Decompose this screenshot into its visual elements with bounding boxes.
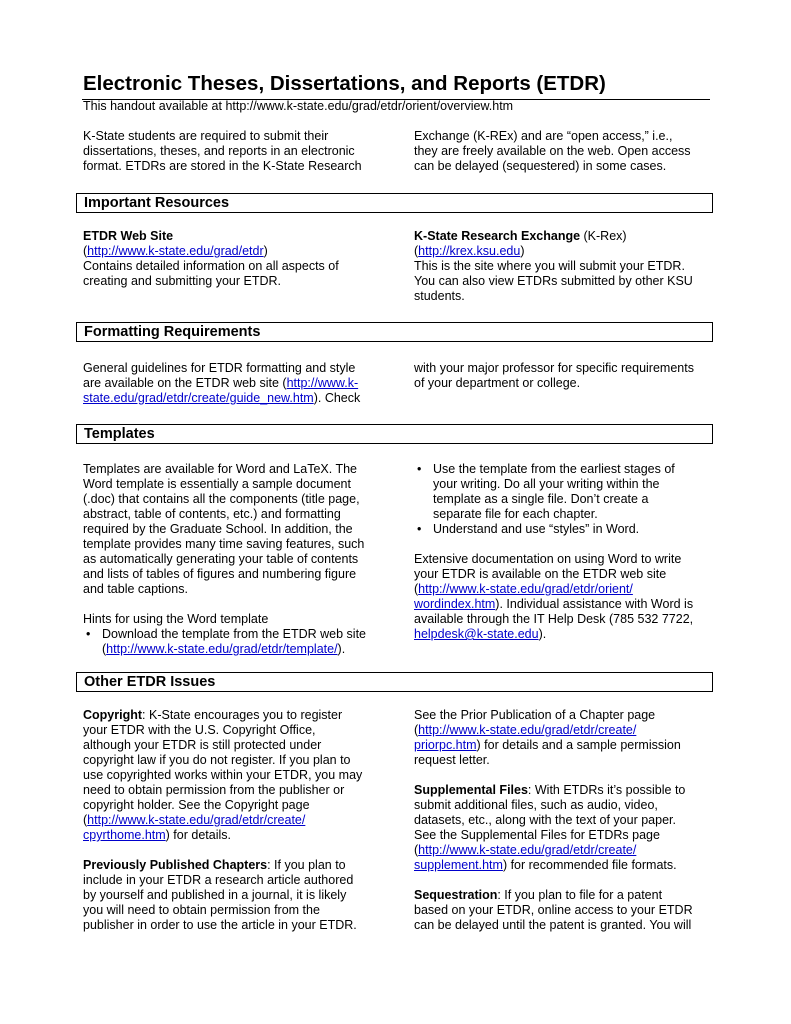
copyright-text: use copyrighted works within your ETDR, you may xyxy=(83,768,363,782)
copyright-text: your ETDR with the U.S. Copyright Office, xyxy=(83,723,316,737)
intro-line: format. ETDRs are stored in the K-State Research xyxy=(83,159,362,173)
formatting-right xyxy=(414,361,714,391)
bullet-text: your writing. Do all your writing within the xyxy=(433,477,660,491)
other-left: Copyright: K-State encourages you to register your ETDR with the U.S. Copyright Office, although your ETDR is still protected under copyright law if you do not register. If you plan to use copyrighted works within your ETDR, you may need to obtain permission from the publisher or copyright holder. See the Copyright page (http://www.k-state.edu/grad/etdr/create/ cpyrthome.htm) for details. Previously Published Chapters: If you plan to include in your ETDR a research article authored by yourself and published in a journal, it is likely you will need to obtain permission from the publisher in order to use the article in your ETDR. xyxy=(83,708,383,933)
templates-line: required by the Graduate School. In addition, the xyxy=(83,522,353,536)
copyright-text: : K-State encourages you to register xyxy=(142,708,343,722)
prior-text: request letter. xyxy=(414,753,490,767)
list-item xyxy=(414,522,714,537)
sequestration-text: : If you plan to file for a patent xyxy=(497,888,663,902)
templates-line: Templates are available for Word and LaTeX. The xyxy=(83,462,357,476)
bullet-text: ). xyxy=(337,642,346,656)
copyright-text: although your ETDR is still protected under xyxy=(83,738,322,752)
section-title: Other ETDR Issues xyxy=(84,674,216,690)
templates-right: • Use the template from the earliest stages of your writing. Do all your writing within the template as a single file. Don’t create a separate file for each chapter. • Understand and use “styles” in Word. Extensive documentation on using Word to write your ETDR is available on the ETDR web site (http://www.k-state.edu/grad/etdr/orient/ wordindex.htm). Individual assistance with Word is available through the IT Help Desk (785 532 7722, helpdesk@k-state.edu). xyxy=(414,462,714,642)
section-header-other xyxy=(76,672,713,692)
formatting-line: General guidelines for ETDR formatting and style xyxy=(83,361,356,375)
resource-desc: creating and submitting your ETDR. xyxy=(83,274,282,288)
resource-title: ETDR Web Site xyxy=(83,229,174,243)
formatting-left xyxy=(83,361,383,406)
templates-line: (.doc) that contains all the components (title page, xyxy=(83,492,360,506)
intro-line: K-State students are required to submit their xyxy=(83,129,329,143)
templates-line: Word template is essentially a sample document xyxy=(83,477,351,491)
resource-desc: students. xyxy=(414,289,465,303)
page-subtitle: This handout available at http://www.k-state.edu/grad/etdr/orient/overview.htm xyxy=(83,99,514,113)
krex-link[interactable]: http://krex.ksu.edu xyxy=(418,244,521,258)
doc-line: your ETDR is available on the ETDR web site xyxy=(414,567,667,581)
formatting-line: of your department or college. xyxy=(414,376,581,390)
formatting-line: are available on the ETDR web site ( xyxy=(83,376,287,390)
formatting-line: ). Check xyxy=(313,391,361,405)
doc-line: ). Individual assistance with Word is xyxy=(495,597,694,611)
resource-title: K-State Research Exchange xyxy=(414,229,581,243)
bullet-text: separate file for each chapter. xyxy=(433,507,598,521)
other-right: See the Prior Publication of a Chapter page (http://www.k-state.edu/grad/etdr/create/ priorpc.htm) for details and a sample permission request letter. Supplemental Files: With ETDRs it’s possible to submit additional files, such as audio, video, datasets, etc., along with the text of your paper. See the Supplemental Files for ETDRs page (http://www.k-state.edu/grad/etdr/create/ supplement.htm) for recommended file formats. Sequestration: If you plan to file for a patent based on your ETDR, online access to your ETDR can be delayed until the patent is granted. You will xyxy=(414,708,714,933)
prior-text: See the Prior Publication of a Chapter page xyxy=(414,708,656,722)
prev-published-label: Previously Published Chapters xyxy=(83,858,268,872)
prev-published-text: include in your ETDR a research article authored xyxy=(83,873,354,887)
section-title: Important Resources xyxy=(84,195,230,211)
bullet-text: Use the template from the earliest stages of xyxy=(433,462,675,476)
intro-line: can be delayed (sequestered) in some cases. xyxy=(414,159,667,173)
doc-line: Extensive documentation on using Word to write xyxy=(414,552,682,566)
formatting-line: with your major professor for specific requirements xyxy=(414,361,694,375)
intro-line: Exchange (K-REx) and are “open access,” i.e., xyxy=(414,129,673,143)
resource-title-suffix: (K-Rex) xyxy=(580,229,627,243)
resource-etdr-site: ETDR Web Site (http://www.k-state.edu/grad/etdr) Contains detailed information on all aspects of creating and submitting your ETDR. xyxy=(83,229,383,289)
copyright-text: ) for details. xyxy=(165,828,231,842)
bullet-icon: • xyxy=(417,522,422,536)
supplemental-text: See the Supplemental Files for ETDRs page xyxy=(414,828,660,842)
supplemental-text: datasets, etc., along with the text of your paper. xyxy=(414,813,676,827)
guide-link-part1[interactable]: http://www.k- xyxy=(286,376,359,390)
page-title: Electronic Theses, Dissertations, and Reports (ETDR) xyxy=(83,72,606,95)
guide-link-part2[interactable]: state.edu/grad/etdr/create/guide_new.htm xyxy=(83,391,314,405)
prev-published-text: : If you plan to xyxy=(267,858,346,872)
bullet-text: template as a single file. Don’t create a xyxy=(433,492,649,506)
priorpc-link-part1[interactable]: http://www.k-state.edu/grad/etdr/create/ xyxy=(418,723,637,737)
section-header-resources xyxy=(76,193,713,213)
supplemental-text: ) for recommended file formats. xyxy=(502,858,677,872)
intro-line: dissertations, theses, and reports in an electronic xyxy=(83,144,355,158)
hints-heading: Hints for using the Word template xyxy=(83,612,269,626)
intro-left xyxy=(83,129,383,174)
doc-line: available through the IT Help Desk (785 532 7722, xyxy=(414,612,694,626)
copyright-text: copyright holder. See the Copyright page xyxy=(83,798,310,812)
copyright-label: Copyright xyxy=(83,708,143,722)
bullet-icon: • xyxy=(86,627,91,641)
helpdesk-email-link[interactable]: helpdesk@k-state.edu xyxy=(414,627,539,641)
section-header-templates xyxy=(76,424,713,444)
template-link[interactable]: http://www.k-state.edu/grad/etdr/template/ xyxy=(106,642,338,656)
resource-desc: This is the site where you will submit your ETDR. xyxy=(414,259,685,273)
sequestration-text: can be delayed until the patent is granted. You will xyxy=(414,918,692,932)
wordindex-link-part2[interactable]: wordindex.htm xyxy=(414,597,496,611)
copyright-link-part1[interactable]: http://www.k-state.edu/grad/etdr/create/ xyxy=(87,813,306,827)
section-header-formatting xyxy=(76,322,713,342)
supplemental-text: : With ETDRs it’s possible to xyxy=(527,783,686,797)
section-title: Templates xyxy=(84,426,155,442)
wordindex-link-part1[interactable]: http://www.k-state.edu/grad/etdr/orient/ xyxy=(418,582,633,596)
copyright-text: copyright law if you do not register. If you plan to xyxy=(83,753,351,767)
intro-line: they are freely available on the web. Open access xyxy=(414,144,691,158)
prev-published-text: by yourself and published in a journal, it is likely xyxy=(83,888,347,902)
intro-right xyxy=(414,129,714,174)
bullet-text: Download the template from the ETDR web site xyxy=(102,627,367,641)
supplemental-label: Supplemental Files xyxy=(414,783,528,797)
list-item xyxy=(414,462,714,522)
bullet-text: Understand and use “styles” in Word. xyxy=(433,522,640,536)
templates-line: abstract, table of contents, etc.) and formatting xyxy=(83,507,341,521)
copyright-text: need to obtain permission from the publisher or xyxy=(83,783,345,797)
sequestration-text: based on your ETDR, online access to your ETDR xyxy=(414,903,693,917)
list-item: • Download the template from the ETDR web site (http://www.k-state.edu/grad/etdr/template/). xyxy=(83,627,383,657)
doc-line: ). xyxy=(538,627,547,641)
etdr-site-link[interactable]: http://www.k-state.edu/grad/etdr xyxy=(87,244,264,258)
templates-line: and lists of tables of figures and numbering figure xyxy=(83,567,357,581)
templates-left xyxy=(83,462,383,657)
prev-published-text: you will need to obtain permission from the xyxy=(83,903,320,917)
templates-line: as automatically generating your table of contents xyxy=(83,552,359,566)
bullet-icon: • xyxy=(417,462,422,476)
templates-line: and table captions. xyxy=(83,582,188,596)
copyright-link-part2[interactable]: cpyrthome.htm xyxy=(83,828,166,842)
sequestration-label: Sequestration xyxy=(414,888,498,902)
resource-desc: You can also view ETDRs submitted by other KSU xyxy=(414,274,693,288)
supplemental-text: submit additional files, such as audio, video, xyxy=(414,798,658,812)
resource-krex: K-State Research Exchange (K-Rex) (http://krex.ksu.edu) This is the site where you will submit your ETDR. You can also view ETDRs submitted by other KSU students. xyxy=(414,229,714,304)
section-title: Formatting Requirements xyxy=(84,324,261,340)
priorpc-link-part2[interactable]: priorpc.htm xyxy=(414,738,477,752)
supplement-link-part2[interactable]: supplement.htm xyxy=(414,858,503,872)
templates-line: template provides many time saving features, such xyxy=(83,537,365,551)
prev-published-text: publisher in order to use the article in your ETDR. xyxy=(83,918,357,932)
supplement-link-part1[interactable]: http://www.k-state.edu/grad/etdr/create/ xyxy=(418,843,637,857)
resource-desc: Contains detailed information on all aspects of xyxy=(83,259,339,273)
prior-text: ) for details and a sample permission xyxy=(476,738,681,752)
